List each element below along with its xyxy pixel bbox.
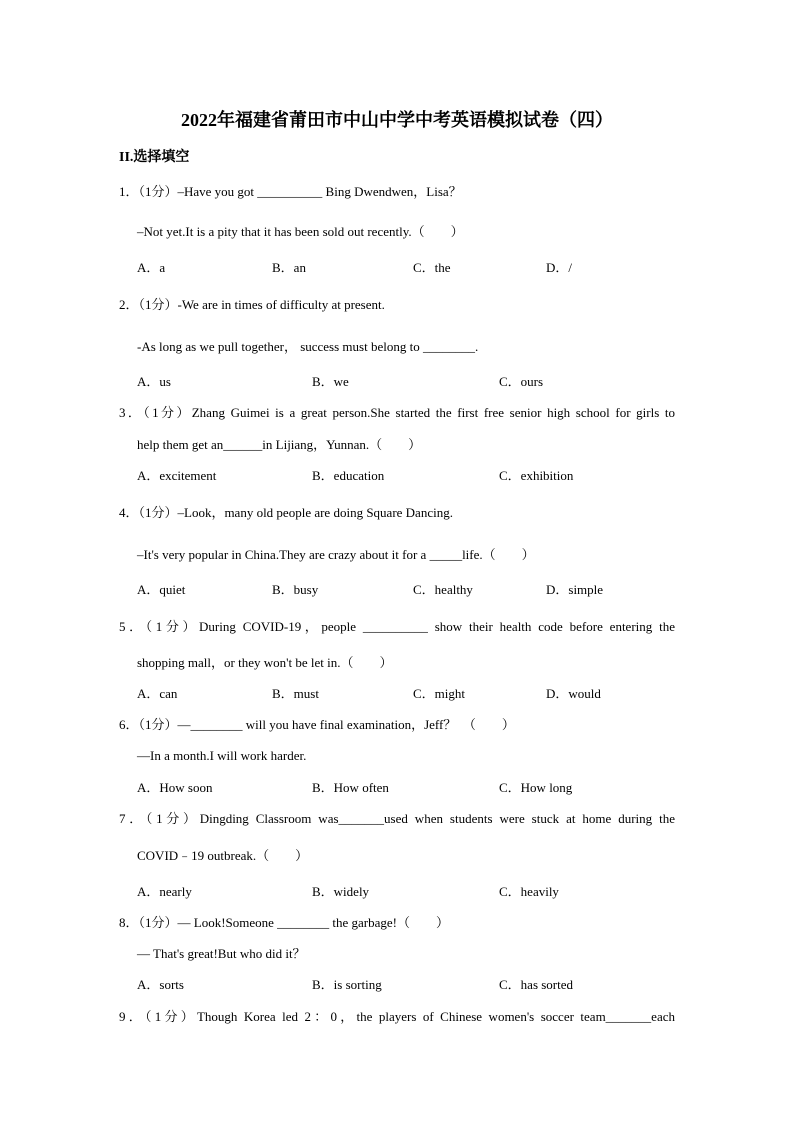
- section-heading: II.选择填空: [119, 150, 190, 165]
- question-8-option-b[interactable]: B．is sorting: [312, 977, 382, 992]
- question-6-option-c[interactable]: C．How long: [499, 780, 573, 795]
- question-7-stem: 7．（1分）Dingding Classroom was_______used when students were stuck at home during the: [119, 811, 675, 826]
- question-4-line-2: –It's very popular in China.They are crazy about it for a _____life.（ ）: [137, 547, 535, 562]
- question-6-line-2: —In a month.I will work harder.: [137, 748, 307, 763]
- question-2-line-2: -As long as we pull together， success must belong to ________.: [137, 339, 479, 354]
- question-2-option-a[interactable]: A．us: [137, 374, 171, 389]
- question-1-line-2: –Not yet.It is a pity that it has been sold out recently.（ ）: [137, 224, 464, 239]
- question-1-stem: 1．（1分）–Have you got __________ Bing Dwendwen，Lisa？: [119, 184, 462, 199]
- question-3-option-c[interactable]: C．exhibition: [499, 468, 574, 483]
- question-3-stem: 3．（1分）Zhang Guimei is a great person.She started the first free senior high school for girls to: [119, 405, 675, 420]
- question-6-stem: 6．（1分）—________ will you have final examination，Jeff？ （ ）: [119, 717, 515, 732]
- document-title: 2022年福建省莆田市中山中学中考英语模拟试卷（四）: [181, 110, 613, 130]
- question-7-option-b[interactable]: B．widely: [312, 884, 370, 899]
- question-2-stem: 2．（1分）-We are in times of difficulty at present.: [119, 297, 385, 312]
- question-3-option-b[interactable]: B．education: [312, 468, 385, 483]
- question-4-option-d[interactable]: D．simple: [546, 582, 604, 597]
- question-8-option-c[interactable]: C．has sorted: [499, 977, 574, 992]
- question-2-option-b[interactable]: B．we: [312, 374, 349, 389]
- question-7-option-c[interactable]: C．heavily: [499, 884, 559, 899]
- question-8-option-a[interactable]: A．sorts: [137, 977, 184, 992]
- question-5-option-d[interactable]: D．would: [546, 686, 601, 701]
- question-7-option-a[interactable]: A．nearly: [137, 884, 192, 899]
- question-1-option-a[interactable]: A．a: [137, 260, 166, 275]
- question-5-line-2: shopping mall，or they won't be let in.（ ）: [137, 655, 393, 670]
- question-8-stem: 8．（1分）— Look!Someone ________ the garbage!（ ）: [119, 915, 450, 930]
- question-1-option-b[interactable]: B．an: [272, 260, 306, 275]
- question-4-stem: 4．（1分）–Look，many old people are doing Square Dancing.: [119, 505, 453, 520]
- question-8-line-2: — That's great!But who did it？: [137, 946, 306, 961]
- question-1-option-c[interactable]: C．the: [413, 260, 451, 275]
- question-7-line-2: COVID﹣19 outbreak.（ ）: [137, 848, 309, 863]
- question-4-option-b[interactable]: B．busy: [272, 582, 319, 597]
- question-3-line-2: help them get an______in Lijiang，Yunnan.（ ）: [137, 437, 422, 452]
- question-5-stem: 5．（1分）During COVID-19，people __________ show their health code before entering the: [119, 619, 675, 634]
- question-2-option-c[interactable]: C．ours: [499, 374, 544, 389]
- question-5-option-b[interactable]: B．must: [272, 686, 319, 701]
- question-3-option-a[interactable]: A．excitement: [137, 468, 217, 483]
- question-4-option-c[interactable]: C．healthy: [413, 582, 473, 597]
- question-9-stem: 9．（1分）Though Korea led 2：0，the players of Chinese women's soccer team_______each: [119, 1009, 675, 1024]
- question-1-option-d[interactable]: D．/: [546, 260, 573, 275]
- question-4-option-a[interactable]: A．quiet: [137, 582, 186, 597]
- question-6-option-b[interactable]: B．How often: [312, 780, 389, 795]
- question-5-option-a[interactable]: A．can: [137, 686, 178, 701]
- question-6-option-a[interactable]: A．How soon: [137, 780, 213, 795]
- question-5-option-c[interactable]: C．might: [413, 686, 466, 701]
